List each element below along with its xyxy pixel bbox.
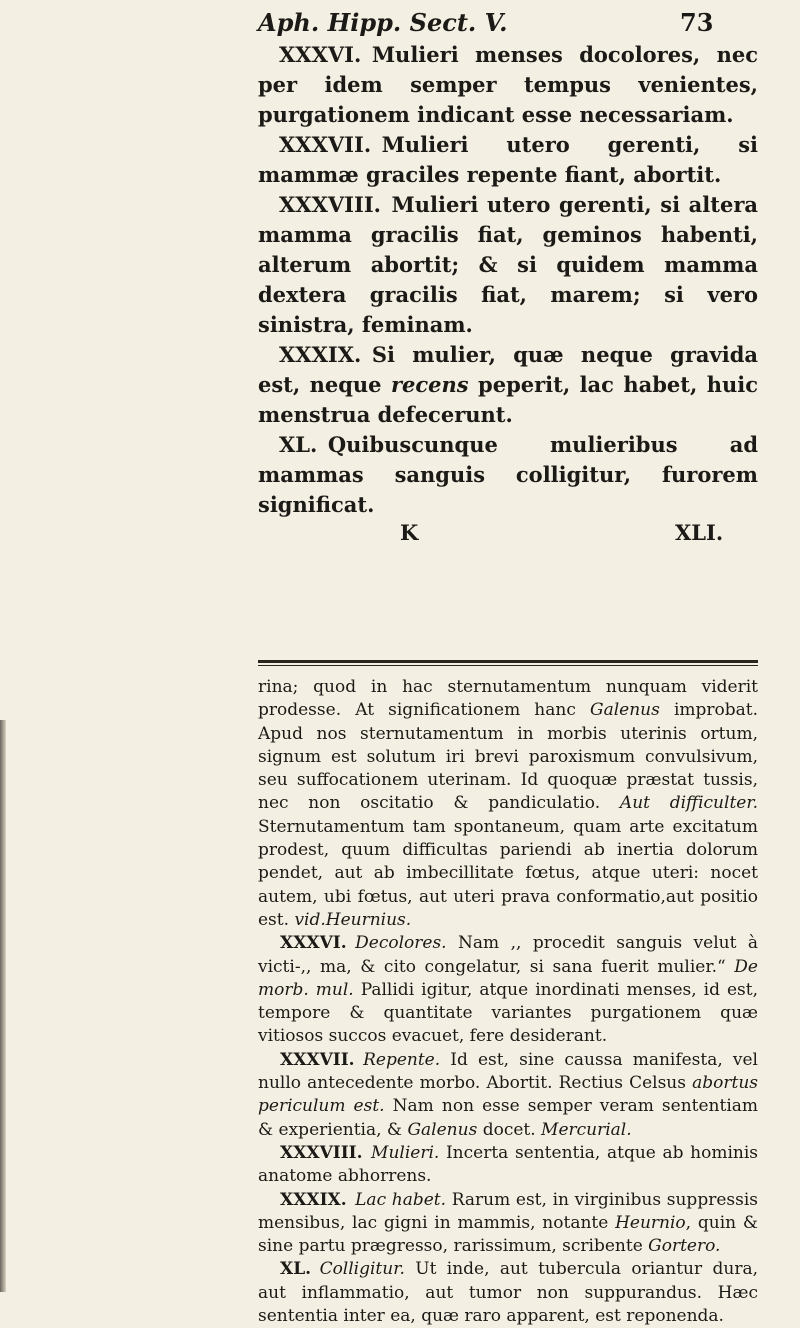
aphorism-37: XXXVII. Mulieri utero gerenti, si mammæ graciles repente fiant, abortit.	[258, 132, 758, 187]
signature-line	[258, 520, 758, 548]
page-number: 73	[680, 8, 714, 37]
catchword: XLI.	[675, 520, 724, 545]
commentary-39: XXXIX. Lac habet. Rarum est, in virginibus suppressis mensibus, lac gigni in mammis, notante Heurnio, quin & sine partu prægresso, rarissimum, scribente Gortero.	[258, 1189, 758, 1257]
commentary-37: XXXVII. Repente. Id est, sine caussa manifesta, vel nullo antecedente morbo. Abortit. Rectius Celsus abortus periculum est. Nam non esse semper veram sententiam & experientia, & Galenus docet. Mercurial.	[258, 1049, 759, 1140]
commentary-40: XL. Colligitur. Ut inde, aut tubercula oriantur dura, aut inflammatio, aut tumor non suppurandus. Hæc sententia inter ea, quæ raro apparent, est reponenda.	[258, 1259, 758, 1327]
page-edge-shadow	[0, 720, 6, 1292]
aphorism-39: XXXIX. Si mulier, quæ neque gravida est, neque recens peperit, lac habet, huic menstrua defecerunt.	[258, 342, 758, 427]
divider-rule	[258, 660, 758, 666]
running-title: Aph. Hipp. Sect. V.	[258, 8, 508, 37]
aphorism-40: XL. Quibuscunque mulieribus ad mammas sanguis colligitur, furorem significat.	[258, 432, 758, 517]
signature-mark: K	[400, 520, 419, 545]
commentary-38: XXXVIII. Mulieri. Incerta sententia, atque ab hominis anatome abhorrens.	[258, 1142, 758, 1187]
running-header	[0, 8, 800, 42]
aphorism-block	[258, 40, 758, 548]
aphorism-38: XXXVIII. Mulieri utero gerenti, si altera mamma gracilis fiat, geminos habenti, alterum abortit; & si quidem mamma dextera gracilis fiat, marem; si vero sinistra, feminam.	[258, 192, 758, 337]
commentary-36: XXXVI. Decolores. Nam ,, procedit sanguis velut à victi-,, ma, & cito congelatur, si sana fuerit mulier.“ De morb. mul. Pallidi igitur, atque inordinati menses, id est, tempore & quantitate variantes purgationem quæ vitiosos succos evacuet, fere desiderant.	[258, 933, 758, 1047]
aphorism-36: XXXVI. Mulieri menses docolores, nec per idem semper tempus venientes, purgationem indicant esse necessariam.	[258, 42, 758, 127]
commentary-block	[258, 676, 758, 1328]
commentary-intro: rina; quod in hac sternutamentum nunquam viderit prodesse. At significationem hanc Galenus improbat. Apud nos sternutamentum in morbis uterinis ortum, signum est solutum iri brevi paroxismum convulsivum, seu suffocationem uterinam. Id quoquæ præstat tussis, nec non oscitatio & pandiculatio. Aut difficulter. Sternutamentum tam spontaneum, quam arte excitatum prodest, quum difficultas pariendi ab inertia dolorum pendet, aut ab imbecillitate fœtus, atque uteri: nocet autem, ubi fœtus, aut uteri prava conformatio,aut positio est. vid.Heurnius.	[258, 677, 758, 930]
